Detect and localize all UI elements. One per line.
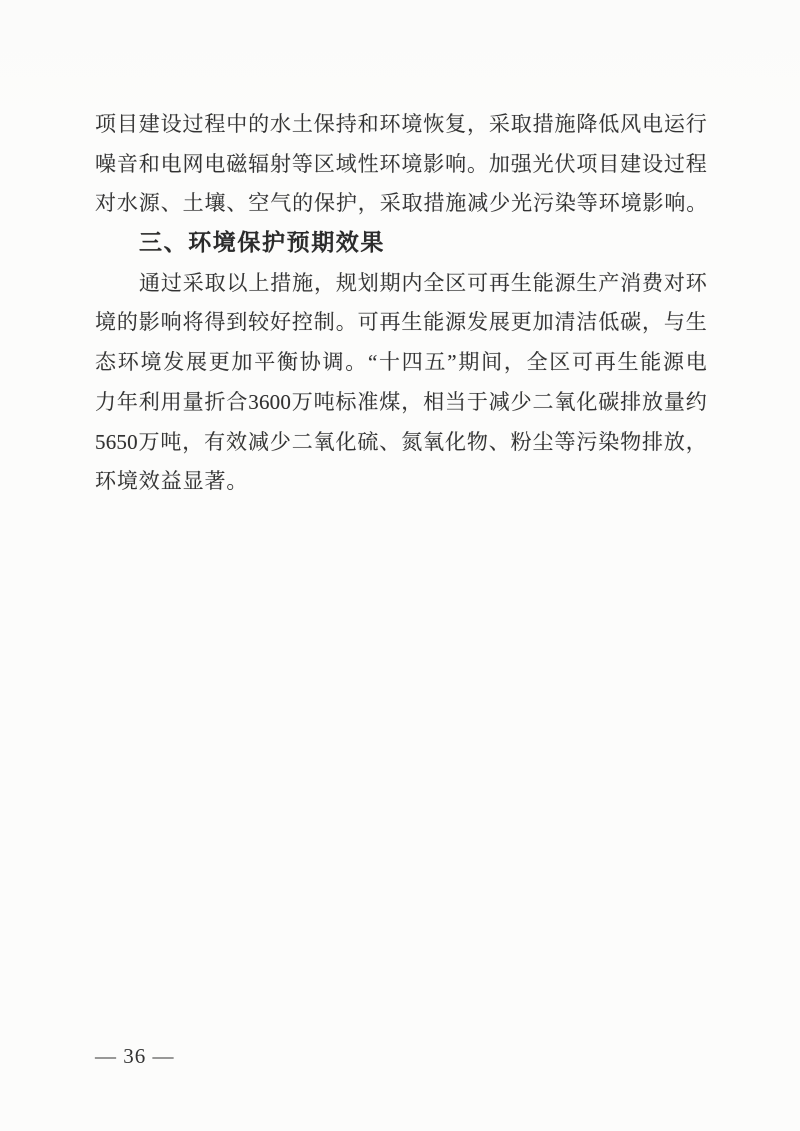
text-line: 力年利用量折合3600万吨标准煤，相当于减少二氧化碳排放量约 bbox=[95, 389, 707, 414]
text-line: 噪音和电网电磁辐射等区域性环境影响。加强光伏项目建设过程 bbox=[95, 151, 707, 176]
text-line: 对水源、土壤、空气的保护，采取措施减少光污染等环境影响。 bbox=[95, 191, 709, 216]
text-line: 态环境发展更加平衡协调。“十四五”期间，全区可再生能源电 bbox=[95, 350, 707, 375]
text-line: 5650万吨，有效减少二氧化硫、氮氧化物、粉尘等污染物排放， bbox=[95, 429, 707, 454]
section-heading: 三、环境保护预期效果 bbox=[139, 230, 385, 257]
paragraph-1 bbox=[95, 105, 707, 224]
document-body bbox=[95, 105, 707, 502]
text-line: 项目建设过程中的水土保持和环境恢复，采取措施降低风电运行 bbox=[95, 112, 707, 136]
page-footer bbox=[95, 1044, 175, 1069]
page-number: — 36 — bbox=[95, 1044, 175, 1068]
text-line: 境的影响将得到较好控制。可再生能源发展更加清洁低碳，与生 bbox=[95, 310, 707, 335]
paragraph-2 bbox=[95, 264, 707, 502]
text-line: 通过采取以上措施，规划期内全区可再生能源生产消费对环 bbox=[139, 270, 707, 295]
text-line: 环境效益显著。 bbox=[95, 469, 249, 494]
